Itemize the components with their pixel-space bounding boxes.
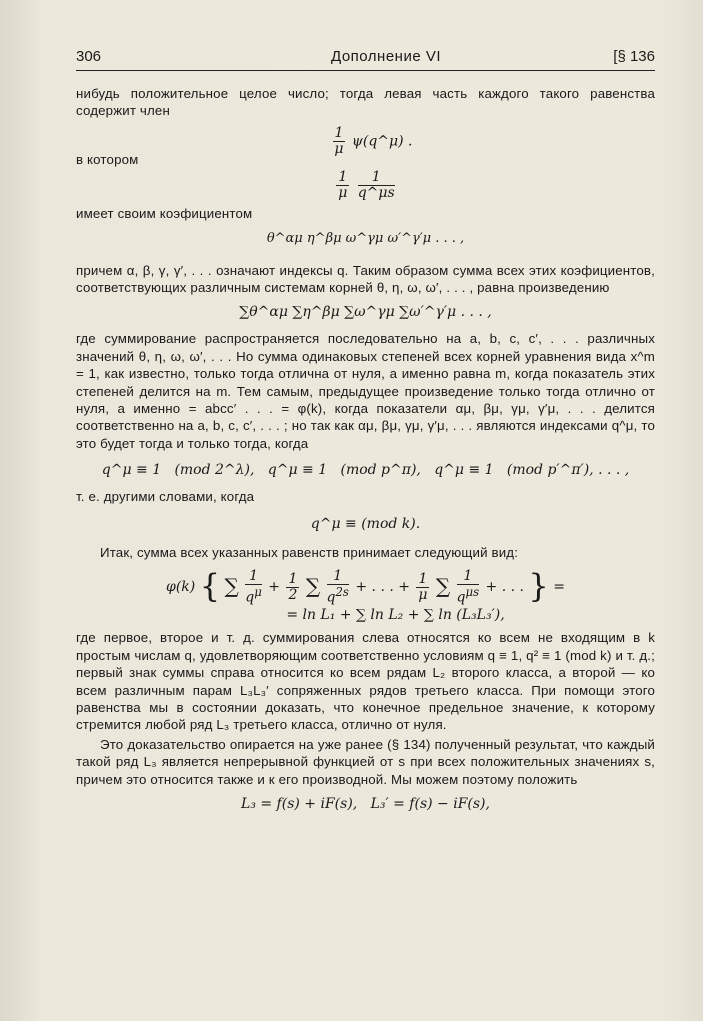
section-number: [§ 136 bbox=[613, 48, 655, 65]
page-number: 306 bbox=[76, 48, 102, 65]
formula-3: θ^αμ η^βμ ω^γμ ω′^γ′μ . . . , bbox=[266, 230, 465, 246]
paragraph-3: имеет своим коэфициентом bbox=[76, 206, 253, 222]
formula-4: ∑θ^αμ ∑η^βμ ∑ω^γμ ∑ω′^γ′μ . . . , bbox=[239, 304, 492, 321]
formula-1-denominator: μ bbox=[334, 140, 344, 157]
paragraph-7: Итак, сумма всех указанных равенств принимает следующий вид: bbox=[100, 544, 519, 560]
paragraph-6: т. е. другими словами, когда bbox=[76, 489, 255, 505]
paragraph-1: нибудь положительное целое число; тогда левая часть каждого такого равенства содержит член bbox=[76, 86, 655, 119]
formula-6: q^μ ≡ (mod k). bbox=[310, 515, 421, 532]
formula-1-numerator: 1 bbox=[334, 124, 344, 141]
formula-9: L₃ = f(s) + iF(s), L₃′ = f(s) − iF(s), bbox=[241, 796, 490, 813]
paragraph-8: где первое, второе и т. д. суммирования слева относятся ко всем не входящим в k простым числам q, удовлетворяющим соответственно условиям q ≡ 1, q² ≡ 1 (mod k) и т. д.; первый знак суммы справа относится ко всем рядам L₂ второго класса, а второй — ко всем различным парам L₃L₃′ сопряженных рядов третьего класса. При помощи этого равенства мы в состоянии доказать, что конечное предельное значение, к которому стремится любой ряд L₃ третьего класса, отлично от нуля. bbox=[76, 630, 655, 733]
running-title: Дополнение VI bbox=[331, 48, 442, 65]
formula-7-lead: φ(k) bbox=[166, 579, 196, 596]
formula-7-tail: = bbox=[553, 579, 565, 596]
running-header bbox=[76, 40, 655, 71]
formula-8: = ln L₁ + ∑ ln L₂ + ∑ ln (L₃L₃′), bbox=[286, 607, 505, 624]
formula-7: φ(k) { ∑ $\frac{1}{q^\mu}$ + $\frac{1}{2}$ ∑ $\frac{1}{q^{2s}}$ + . . . + $\frac{1}{\mu}$ ∑ $\frac{1}{q^{\mu s}}$ + . . . } = bbox=[166, 567, 565, 606]
paragraph-9: Это доказательство опирается на уже ранее (§ 134) полученный результат, что каждый такой ряд L₃ является непрерывной функцией от s при всех положительных значениях s, причем это относится также и к его производной. Мы можем поэтому положить bbox=[76, 736, 655, 787]
paragraph-4: причем α, β, γ, γ′, . . . означают индексы q. Таким образом сумма всех этих коэфициентов, соответствующих различным системам корней θ, η, ω, ω′, . . . , равна произведению bbox=[76, 262, 655, 296]
paragraph-5: где суммирование распространяется последовательно на a, b, c, c′, . . . различных значений θ, η, ω, ω′, . . . Но сумма одинаковых степеней всех корней уравнения вида x^m = 1, как известно, только тогда отлична от нуля, а именно равна m, когда показатель этих степеней делится на m. Тем самым, предыдущее произведение только тогда отлично от нуля, а именно = abcc′ . . . = φ(k), когда показатели αμ, βμ, γμ, γ′μ, . . . делится соответственно на a, b, c, c′, . . . ; но так как αμ, βμ, γμ, γ′μ, . . . являются индексами q^μ, то это будет тогда и только тогда, когда bbox=[76, 331, 655, 451]
formula-2-denominator-2: q^μs bbox=[357, 185, 395, 202]
paragraph-2: в котором bbox=[76, 151, 139, 167]
formula-1-rest: ψ(q^μ) . bbox=[351, 133, 413, 150]
formula-5: q^μ ≡ 1 (mod 2^λ), q^μ ≡ 1 (mod p^π), q^μ ≡ 1 (mod p′^π′), . . . , bbox=[101, 462, 630, 479]
formula-2 bbox=[76, 170, 655, 201]
formula-2-numerator-2: 1 bbox=[358, 170, 395, 186]
formula-2-numerator-1: 1 bbox=[338, 169, 348, 186]
formula-2-denominator-1: μ bbox=[338, 185, 348, 202]
